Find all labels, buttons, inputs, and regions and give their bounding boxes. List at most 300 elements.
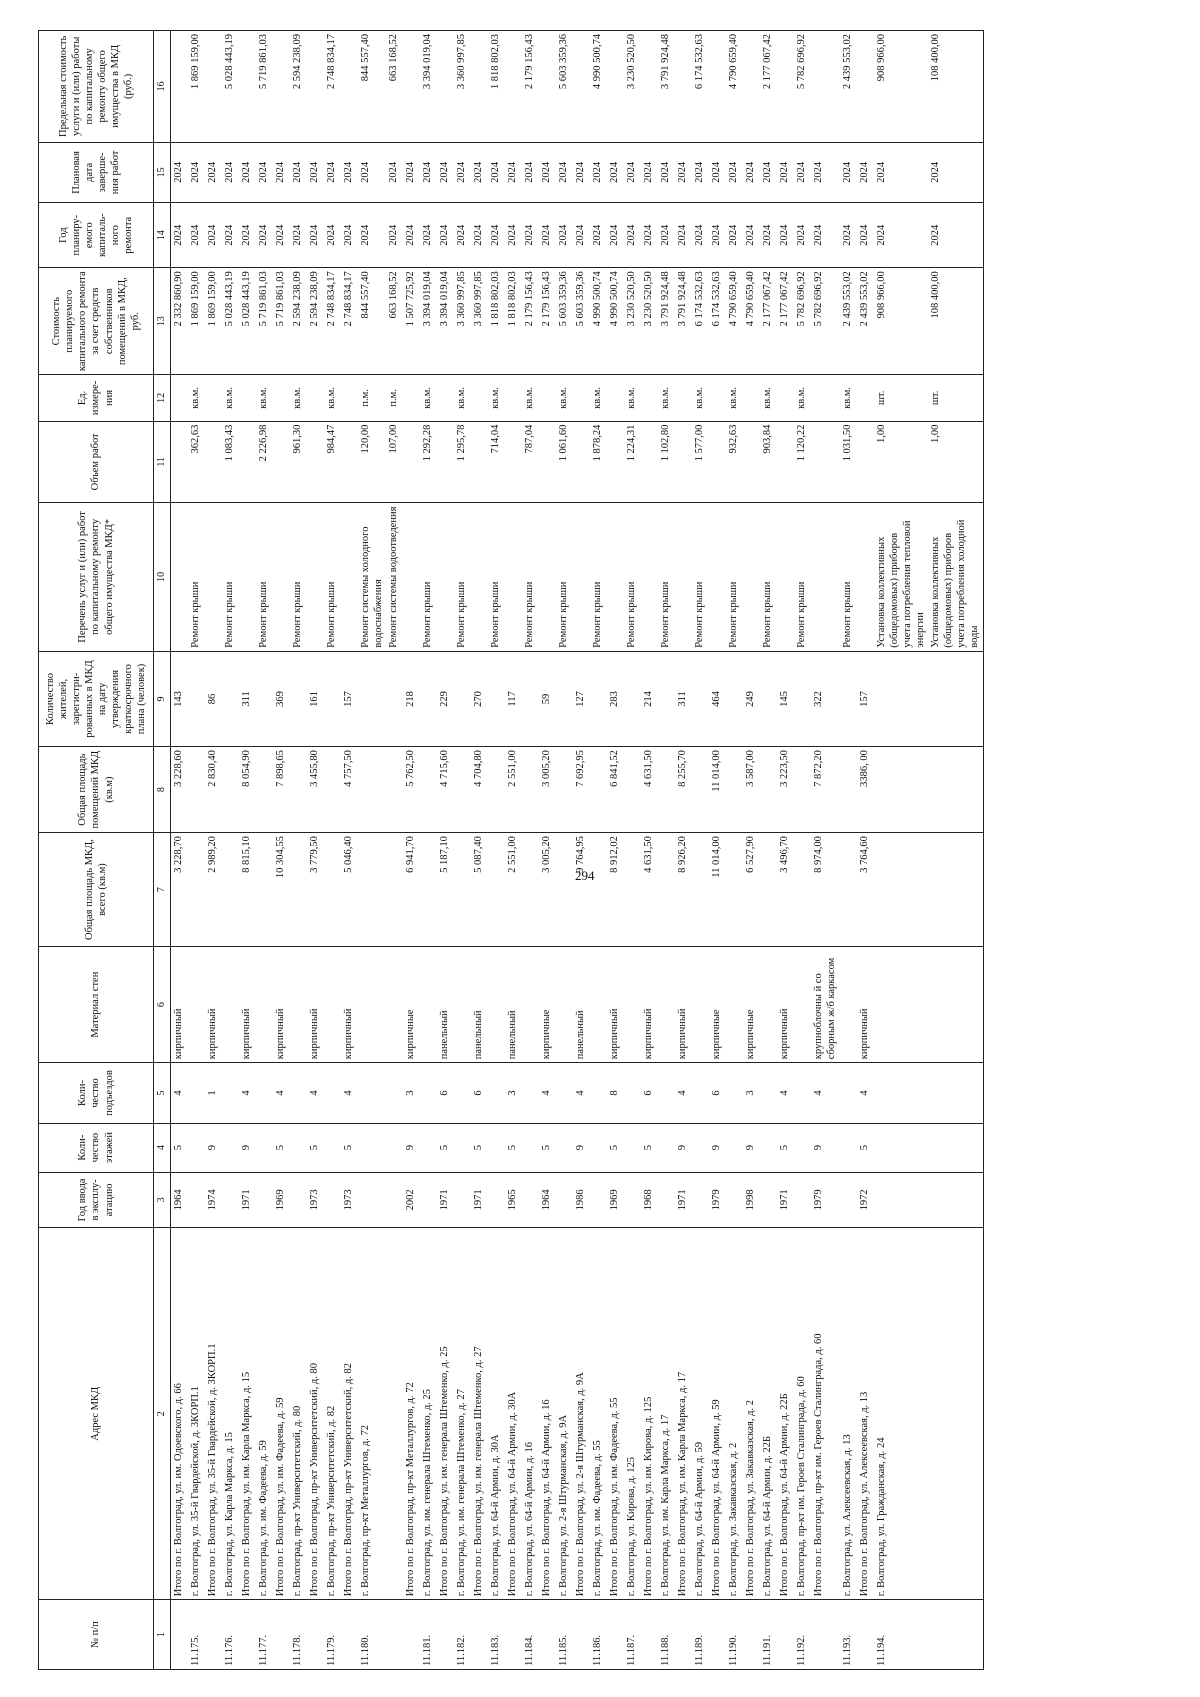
table-cell xyxy=(641,421,658,502)
table-cell: 9 xyxy=(743,1123,760,1172)
table-cell: Итого по г. Волгоград, пр-кт Университетский, д. 80 xyxy=(307,1228,324,1600)
table-cell: Итого по г. Волгоград, ул. им. генерала Штеменко, д. 25 xyxy=(437,1228,454,1600)
table-row xyxy=(239,31,256,1670)
table-cell xyxy=(840,651,857,746)
table-cell: 1 295,78 xyxy=(454,421,471,502)
table-cell xyxy=(811,1600,839,1670)
table-cell xyxy=(857,421,874,502)
column-header: Количество жителей, зарегистри-рованных в МКД на дату утверждения краткосрочного плана (человек) xyxy=(39,651,154,746)
table-cell xyxy=(692,1063,709,1123)
table-cell: 2024 xyxy=(437,142,454,202)
table-cell xyxy=(205,1600,222,1670)
table-cell: г. Волгоград, ул. Карла Маркса, д. 15 xyxy=(222,1228,239,1600)
table-cell xyxy=(488,1123,505,1172)
table-cell xyxy=(539,503,556,652)
table-cell: 4 631,50 xyxy=(641,833,658,947)
table-cell: 2 179 156,43 xyxy=(522,31,539,143)
table-cell: 2024 xyxy=(539,203,556,268)
table-cell xyxy=(709,421,726,502)
table-cell xyxy=(675,503,692,652)
table-cell: 1 031,50 xyxy=(840,421,857,502)
table-cell: 5 xyxy=(171,1123,189,1172)
table-cell xyxy=(607,1600,624,1670)
table-cell: 3 005,20 xyxy=(539,747,556,833)
table-cell: 4 790 659,40 xyxy=(743,268,760,375)
table-cell: 2024 xyxy=(928,142,983,202)
table-cell: 2024 xyxy=(324,203,341,268)
table-cell: 5 603 359,36 xyxy=(556,268,573,375)
table-cell: г. Волгоград, ул. им. Фадеева, д. 59 xyxy=(256,1228,273,1600)
table-cell xyxy=(341,421,358,502)
table-cell xyxy=(403,421,420,502)
table-cell xyxy=(556,747,573,833)
table-cell: 2 179 156,43 xyxy=(522,268,539,375)
table-cell xyxy=(590,947,607,1063)
table-cell: 117 xyxy=(505,651,522,746)
column-number: 16 xyxy=(154,31,171,143)
table-cell xyxy=(505,421,522,502)
table-cell xyxy=(692,833,709,947)
table-cell xyxy=(539,375,556,421)
table-cell xyxy=(290,1063,307,1123)
table-cell: г. Волгоград, ул. 64-й Армии, д. 16 xyxy=(522,1228,539,1600)
table-cell xyxy=(171,421,189,502)
table-cell xyxy=(726,833,743,947)
table-cell: г. Волгоград, ул. Закавказская, д. 2 xyxy=(726,1228,743,1600)
table-cell: г. Волгоград, ул. 2-я Штурманская, д. 9А xyxy=(556,1228,573,1600)
table-cell xyxy=(420,1063,437,1123)
table-cell xyxy=(556,833,573,947)
table-cell: 5 xyxy=(341,1123,358,1172)
table-cell: кв.м. xyxy=(324,375,341,421)
table-cell: 932,63 xyxy=(726,421,743,502)
table-cell: Итого по г. Волгоград, пр-кт им. Героев Сталинграда, д. 60 xyxy=(811,1228,839,1600)
table-cell: 2024 xyxy=(505,142,522,202)
table-cell: 2024 xyxy=(437,203,454,268)
table-cell: 4 990 500,74 xyxy=(607,268,624,375)
table-cell xyxy=(488,651,505,746)
table-cell: 6 xyxy=(437,1063,454,1123)
table-cell: 9 xyxy=(403,1123,420,1172)
table-cell: 2024 xyxy=(624,203,641,268)
table-cell: 2024 xyxy=(874,142,929,202)
table-cell xyxy=(341,503,358,652)
table-row xyxy=(658,31,675,1670)
table-cell: 11.183. xyxy=(488,1600,505,1670)
table-cell xyxy=(573,375,590,421)
table-cell xyxy=(760,747,777,833)
table-cell xyxy=(256,1063,273,1123)
table-cell: Ремонт крыши xyxy=(624,503,641,652)
table-cell xyxy=(256,947,273,1063)
table-cell: 5 xyxy=(777,1123,794,1172)
table-cell: 3 455,80 xyxy=(307,747,324,833)
table-cell: 5 719 861,03 xyxy=(256,268,273,375)
column-number-row xyxy=(154,31,171,1670)
table-cell: 1 292,28 xyxy=(420,421,437,502)
table-row xyxy=(928,31,983,1670)
table-cell: 2024 xyxy=(522,203,539,268)
table-cell xyxy=(709,1600,726,1670)
table-cell: 2024 xyxy=(358,203,386,268)
table-cell: 2 594 238,09 xyxy=(290,31,307,143)
table-cell: 5 xyxy=(471,1123,488,1172)
table-cell: 3 791 924,48 xyxy=(658,268,675,375)
column-header: Адрес МКД xyxy=(39,1228,154,1600)
table-cell xyxy=(777,503,794,652)
table-cell xyxy=(488,747,505,833)
column-header: Год ввода в эксплу-атацию xyxy=(39,1172,154,1228)
table-cell xyxy=(239,1600,256,1670)
table-cell xyxy=(760,1063,777,1123)
table-cell: кирпичный xyxy=(641,947,658,1063)
table-cell xyxy=(505,31,522,143)
table-cell: 2 551,00 xyxy=(505,747,522,833)
table-cell: 2024 xyxy=(222,142,239,202)
table-cell: 145 xyxy=(777,651,794,746)
table-cell: 2 594 238,09 xyxy=(290,268,307,375)
table-cell: 4 xyxy=(171,1063,189,1123)
table-cell: панельный xyxy=(471,947,488,1063)
table-cell xyxy=(692,1172,709,1228)
table-row xyxy=(171,31,189,1670)
table-cell: 4 xyxy=(307,1063,324,1123)
table-cell: кв.м. xyxy=(760,375,777,421)
table-cell: 5 187,10 xyxy=(437,833,454,947)
column-number: 1 xyxy=(154,1600,171,1670)
table-cell xyxy=(726,747,743,833)
table-cell: 108 400,00 xyxy=(928,268,983,375)
table-cell xyxy=(471,503,488,652)
table-cell xyxy=(358,833,386,947)
table-cell: 7 898,65 xyxy=(273,747,290,833)
table-cell: Ремонт крыши xyxy=(290,503,307,652)
table-cell xyxy=(505,375,522,421)
column-header: Предельная стоимость услуги и (или) работы по капитальному ремонту общего имущества в МКД (руб.) xyxy=(39,31,154,143)
table-cell: 1,00 xyxy=(928,421,983,502)
table-cell xyxy=(290,1172,307,1228)
table-cell xyxy=(222,1172,239,1228)
table-cell: 2 177 067,42 xyxy=(777,268,794,375)
table-cell xyxy=(324,833,341,947)
table-cell xyxy=(658,747,675,833)
table-cell xyxy=(556,1123,573,1172)
table-cell: 2024 xyxy=(641,142,658,202)
table-cell xyxy=(324,747,341,833)
table-cell xyxy=(760,833,777,947)
table-cell xyxy=(522,833,539,947)
table-cell: Итого по г. Волгоград, ул. им. Карла Маркса, д. 17 xyxy=(675,1228,692,1600)
table-cell xyxy=(641,503,658,652)
table-cell: 6 841,52 xyxy=(607,747,624,833)
table-cell: 2024 xyxy=(607,203,624,268)
table-cell: 464 xyxy=(709,651,726,746)
table-cell: 6 174 532,63 xyxy=(692,31,709,143)
table-cell xyxy=(624,1172,641,1228)
table-row xyxy=(307,31,324,1670)
table-cell xyxy=(522,747,539,833)
table-cell: 11.184. xyxy=(522,1600,539,1670)
table-cell xyxy=(556,1172,573,1228)
table-cell xyxy=(386,1172,403,1228)
column-header: Плановая дата заверше-ния работ xyxy=(39,142,154,202)
table-cell: кирпичный xyxy=(307,947,324,1063)
table-cell xyxy=(324,1063,341,1123)
table-cell xyxy=(188,1123,205,1172)
table-cell: 2024 xyxy=(256,142,273,202)
table-cell xyxy=(420,947,437,1063)
table-cell: 2024 xyxy=(726,142,743,202)
table-cell: г. Волгоград, ул. 64-й Армии, д. 59 xyxy=(692,1228,709,1600)
table-cell xyxy=(358,1063,386,1123)
table-cell: Итого по г. Волгоград, ул. 2-я Штурманская, д. 9А xyxy=(573,1228,590,1600)
table-cell: 2024 xyxy=(811,142,839,202)
table-cell xyxy=(437,1600,454,1670)
table-cell xyxy=(273,421,290,502)
table-cell: 5 046,40 xyxy=(341,833,358,947)
table-cell: Ремонт крыши xyxy=(590,503,607,652)
table-cell: г. Волгоград, пр-кт Металлургов, д. 72 xyxy=(358,1228,386,1600)
column-header: Год планиру-емого капиталь-ного ремонта xyxy=(39,203,154,268)
column-header: Ед. измере-ния xyxy=(39,375,154,421)
table-cell: 1969 xyxy=(607,1172,624,1228)
table-cell: 1971 xyxy=(471,1172,488,1228)
table-cell xyxy=(607,421,624,502)
table-cell xyxy=(386,1228,403,1600)
table-cell xyxy=(624,747,641,833)
table-row xyxy=(590,31,607,1670)
table-cell: 1 869 159,00 xyxy=(205,268,222,375)
column-number: 11 xyxy=(154,421,171,502)
table-cell xyxy=(590,1063,607,1123)
table-cell: 157 xyxy=(857,651,874,746)
table-cell xyxy=(658,1172,675,1228)
table-cell xyxy=(307,1600,324,1670)
table-cell xyxy=(811,503,839,652)
table-cell: 4 990 500,74 xyxy=(590,31,607,143)
table-cell: 1 818 802,03 xyxy=(488,268,505,375)
table-cell: 9 xyxy=(205,1123,222,1172)
table-cell xyxy=(726,1063,743,1123)
table-cell: Итого по г. Волгоград, пр-кт Металлургов, д. 72 xyxy=(403,1228,420,1600)
table-cell: 11 014,00 xyxy=(709,833,726,947)
table-cell: 2024 xyxy=(794,142,811,202)
table-cell: 5 782 696,92 xyxy=(794,268,811,375)
table-cell: г. Волгоград, пр-кт Университетский, д. 82 xyxy=(324,1228,341,1600)
table-cell: кирпичные xyxy=(403,947,420,1063)
table-cell: Итого по г. Волгоград, ул. им. Фадеева, д. 59 xyxy=(273,1228,290,1600)
table-cell xyxy=(539,421,556,502)
table-cell xyxy=(307,421,324,502)
table-cell: 3 xyxy=(505,1063,522,1123)
table-cell: 4 xyxy=(675,1063,692,1123)
table-cell: кв.м. xyxy=(222,375,239,421)
table-cell: 2024 xyxy=(239,142,256,202)
table-cell xyxy=(777,31,794,143)
table-cell: 2024 xyxy=(420,142,437,202)
table-cell: 2024 xyxy=(386,203,403,268)
table-cell xyxy=(290,651,307,746)
table-cell: 961,30 xyxy=(290,421,307,502)
table-cell: 108 400,00 xyxy=(928,31,983,143)
table-cell: 2024 xyxy=(471,142,488,202)
table-cell xyxy=(726,1172,743,1228)
table-cell xyxy=(239,421,256,502)
table-cell xyxy=(760,651,777,746)
table-cell: 2024 xyxy=(171,203,189,268)
column-number: 15 xyxy=(154,142,171,202)
table-cell xyxy=(188,747,205,833)
table-cell: 2024 xyxy=(505,203,522,268)
table-cell: г. Волгоград, ул. Алексеевская, д. 13 xyxy=(840,1228,857,1600)
table-cell: 2024 xyxy=(874,203,929,268)
table-row xyxy=(256,31,273,1670)
table-cell: г. Волгоград, пр-кт им. Героев Сталинграда, д. 60 xyxy=(794,1228,811,1600)
table-cell: 2 748 834,17 xyxy=(324,31,341,143)
table-cell xyxy=(505,1600,522,1670)
table-cell: г. Волгоград, ул. им. Карла Маркса, д. 17 xyxy=(658,1228,675,1600)
table-cell: Итого по г. Волгоград, ул. им. Карла Маркса, д. 15 xyxy=(239,1228,256,1600)
table-cell: 2 177 067,42 xyxy=(760,31,777,143)
table-cell: 11.178. xyxy=(290,1600,307,1670)
table-cell xyxy=(437,375,454,421)
table-cell xyxy=(709,375,726,421)
table-cell: 11.192. xyxy=(794,1600,811,1670)
table-cell xyxy=(437,503,454,652)
table-cell xyxy=(840,947,857,1063)
table-row xyxy=(273,31,290,1670)
table-cell: 369 xyxy=(273,651,290,746)
table-cell xyxy=(928,947,983,1063)
table-cell: 9 xyxy=(239,1123,256,1172)
table-cell: кирпичный xyxy=(675,947,692,1063)
table-cell: кирпичные xyxy=(709,947,726,1063)
table-cell: 3 360 997,85 xyxy=(454,31,471,143)
table-cell: 844 557,40 xyxy=(358,268,386,375)
table-cell xyxy=(777,375,794,421)
table-cell xyxy=(290,747,307,833)
table-cell: 1 507 725,92 xyxy=(403,268,420,375)
table-row xyxy=(709,31,726,1670)
table-cell: 6 174 532,63 xyxy=(692,268,709,375)
table-cell: Ремонт системы водоотведения xyxy=(386,503,403,652)
column-header: Общая площадь МКД, всего (кв.м) xyxy=(39,833,154,947)
table-cell xyxy=(420,651,437,746)
table-cell: 9 xyxy=(573,1123,590,1172)
table-cell xyxy=(256,1123,273,1172)
table-cell: 3 xyxy=(743,1063,760,1123)
table-cell: 1973 xyxy=(307,1172,324,1228)
table-cell xyxy=(358,651,386,746)
table-cell: 9 xyxy=(675,1123,692,1172)
table-cell: 2024 xyxy=(358,142,386,202)
table-cell xyxy=(522,1172,539,1228)
table-cell: 2 551,00 xyxy=(505,833,522,947)
table-cell xyxy=(539,1600,556,1670)
table-cell: кв.м. xyxy=(590,375,607,421)
table-cell: 3 005,20 xyxy=(539,833,556,947)
table-row xyxy=(777,31,794,1670)
table-cell xyxy=(273,375,290,421)
table-cell: 11.191. xyxy=(760,1600,777,1670)
table-cell xyxy=(222,833,239,947)
table-cell: 8 054,90 xyxy=(239,747,256,833)
table-cell xyxy=(222,1123,239,1172)
table-cell xyxy=(437,421,454,502)
table-cell xyxy=(928,1228,983,1600)
table-cell: 59 xyxy=(539,651,556,746)
column-header: Материал стен xyxy=(39,947,154,1063)
table-cell: 5 603 359,36 xyxy=(556,31,573,143)
table-cell: 9 xyxy=(811,1123,839,1172)
table-cell: 3 xyxy=(403,1063,420,1123)
table-cell xyxy=(760,1123,777,1172)
table-cell: 3 228,70 xyxy=(171,833,189,947)
table-cell: 1 xyxy=(205,1063,222,1123)
column-header: Перечень услуг и (или) работ по капитальному ремонту общего имущества МКД* xyxy=(39,503,154,652)
table-cell: Установка коллективных (общедомовых) приборов учета потребления холодной воды xyxy=(928,503,983,652)
table-cell: 1 061,60 xyxy=(556,421,573,502)
table-row xyxy=(874,31,929,1670)
table-cell xyxy=(874,1172,929,1228)
table-cell xyxy=(874,833,929,947)
table-cell xyxy=(171,1600,189,1670)
table-cell xyxy=(471,375,488,421)
table-cell xyxy=(488,947,505,1063)
table-cell: 107,00 xyxy=(386,421,403,502)
table-cell: п.м. xyxy=(386,375,403,421)
table-cell: 2024 xyxy=(222,203,239,268)
table-cell xyxy=(188,1172,205,1228)
table-cell xyxy=(522,1063,539,1123)
table-cell xyxy=(590,747,607,833)
table-cell: 4 990 500,74 xyxy=(590,268,607,375)
table-cell: Ремонт крыши xyxy=(726,503,743,652)
table-cell: 5 719 861,03 xyxy=(256,31,273,143)
table-cell xyxy=(840,1063,857,1123)
table-row xyxy=(471,31,488,1670)
table-cell xyxy=(641,375,658,421)
table-cell xyxy=(556,651,573,746)
table-cell xyxy=(760,947,777,1063)
table-cell xyxy=(324,1123,341,1172)
table-cell: 6 xyxy=(709,1063,726,1123)
table-cell: 714,04 xyxy=(488,421,505,502)
table-cell: 11.182. xyxy=(454,1600,471,1670)
table-row xyxy=(454,31,471,1670)
table-cell: 1972 xyxy=(857,1172,874,1228)
table-cell: г. Волгоград, ул. 64-й Армии, д. 22Б xyxy=(760,1228,777,1600)
table-cell: 1 878,24 xyxy=(590,421,607,502)
table-cell xyxy=(624,947,641,1063)
table-cell: 1964 xyxy=(171,1172,189,1228)
table-cell: г. Волгоград, ул. им. генерала Штеменко, д. 27 xyxy=(454,1228,471,1600)
table-cell xyxy=(556,947,573,1063)
table-cell: 11.185. xyxy=(556,1600,573,1670)
table-row xyxy=(205,31,222,1670)
table-cell: 4 631,50 xyxy=(641,747,658,833)
table-cell xyxy=(205,31,222,143)
table-cell: 311 xyxy=(675,651,692,746)
table-cell xyxy=(488,1172,505,1228)
table-cell: 2024 xyxy=(658,203,675,268)
table-cell xyxy=(386,1123,403,1172)
table-cell: 2024 xyxy=(857,142,874,202)
table-cell: 311 xyxy=(239,651,256,746)
table-cell: кирпичные xyxy=(743,947,760,1063)
table-cell: 11.179. xyxy=(324,1600,341,1670)
table-cell xyxy=(743,31,760,143)
